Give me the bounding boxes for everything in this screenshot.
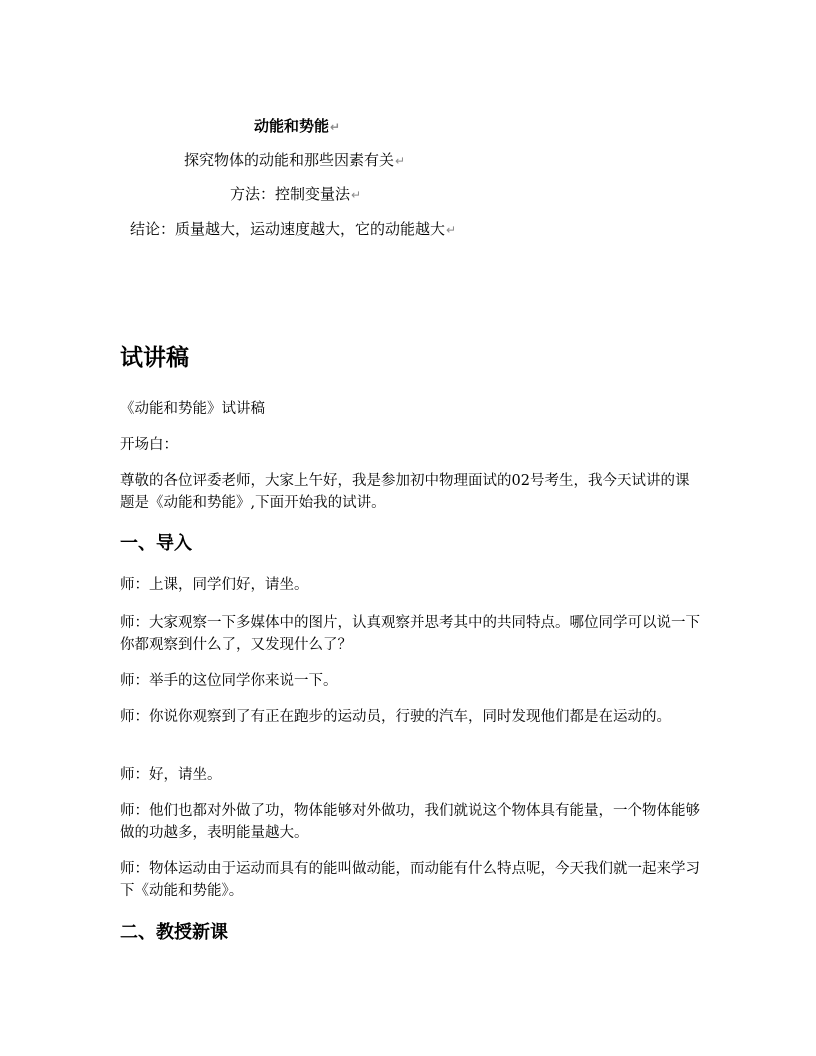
section-heading-new-lesson: 二、教授新课 bbox=[120, 922, 228, 943]
dialogue-paragraph: 师：举手的这位同学你来说一下。 bbox=[120, 673, 338, 689]
paragraph-mark-icon: ↵ bbox=[330, 120, 341, 134]
opening-label: 开场白： bbox=[120, 437, 178, 453]
document-subtitle: 《动能和势能》试讲稿 bbox=[120, 401, 265, 417]
section-heading-intro: 一、导入 bbox=[120, 533, 192, 554]
paragraph-mark-icon: ↵ bbox=[446, 223, 457, 237]
dialogue-paragraph: 师：你说你观察到了有正在跑步的运动员，行驶的汽车，同时发现他们都是在运动的。 bbox=[120, 709, 671, 725]
dialogue-paragraph: 师：好，请坐。 bbox=[120, 767, 222, 783]
paragraph-mark-icon: ↵ bbox=[351, 188, 362, 202]
paragraph-mark-icon: ↵ bbox=[395, 154, 406, 168]
dialogue-paragraph: 师：上课，同学们好，请坐。 bbox=[120, 577, 309, 593]
board-method: 方法：控制变量法↵ bbox=[230, 185, 362, 203]
page-title: 试讲稿 bbox=[120, 345, 189, 371]
dialogue-paragraph: 师：物体运动由于运动而具有的能叫做动能，而动能有什么特点呢，今天我们就一起来学习下《动能和势能》。 bbox=[120, 861, 700, 899]
dialogue-paragraph: 师：他们也都对外做了功，物体能够对外做功，我们就说这个物体具有能量，一个物体能够做的功越多，表明能量越大。 bbox=[120, 803, 700, 841]
board-topic: 探究物体的动能和那些因素有关↵ bbox=[184, 151, 406, 169]
board-title: 动能和势能↵ bbox=[254, 117, 341, 135]
opening-paragraph: 尊敬的各位评委老师，大家上午好，我是参加初中物理面试的02号考生，我今天试讲的课题是《动能和势能》,下面开始我的试讲。 bbox=[120, 473, 690, 511]
dialogue-paragraph: 师：大家观察一下多媒体中的图片，认真观察并思考其中的共同特点。哪位同学可以说一下你都观察到什么了，又发现什么了？ bbox=[120, 615, 700, 653]
board-conclusion: 结论：质量越大，运动速度越大，它的动能越大↵ bbox=[130, 220, 457, 238]
